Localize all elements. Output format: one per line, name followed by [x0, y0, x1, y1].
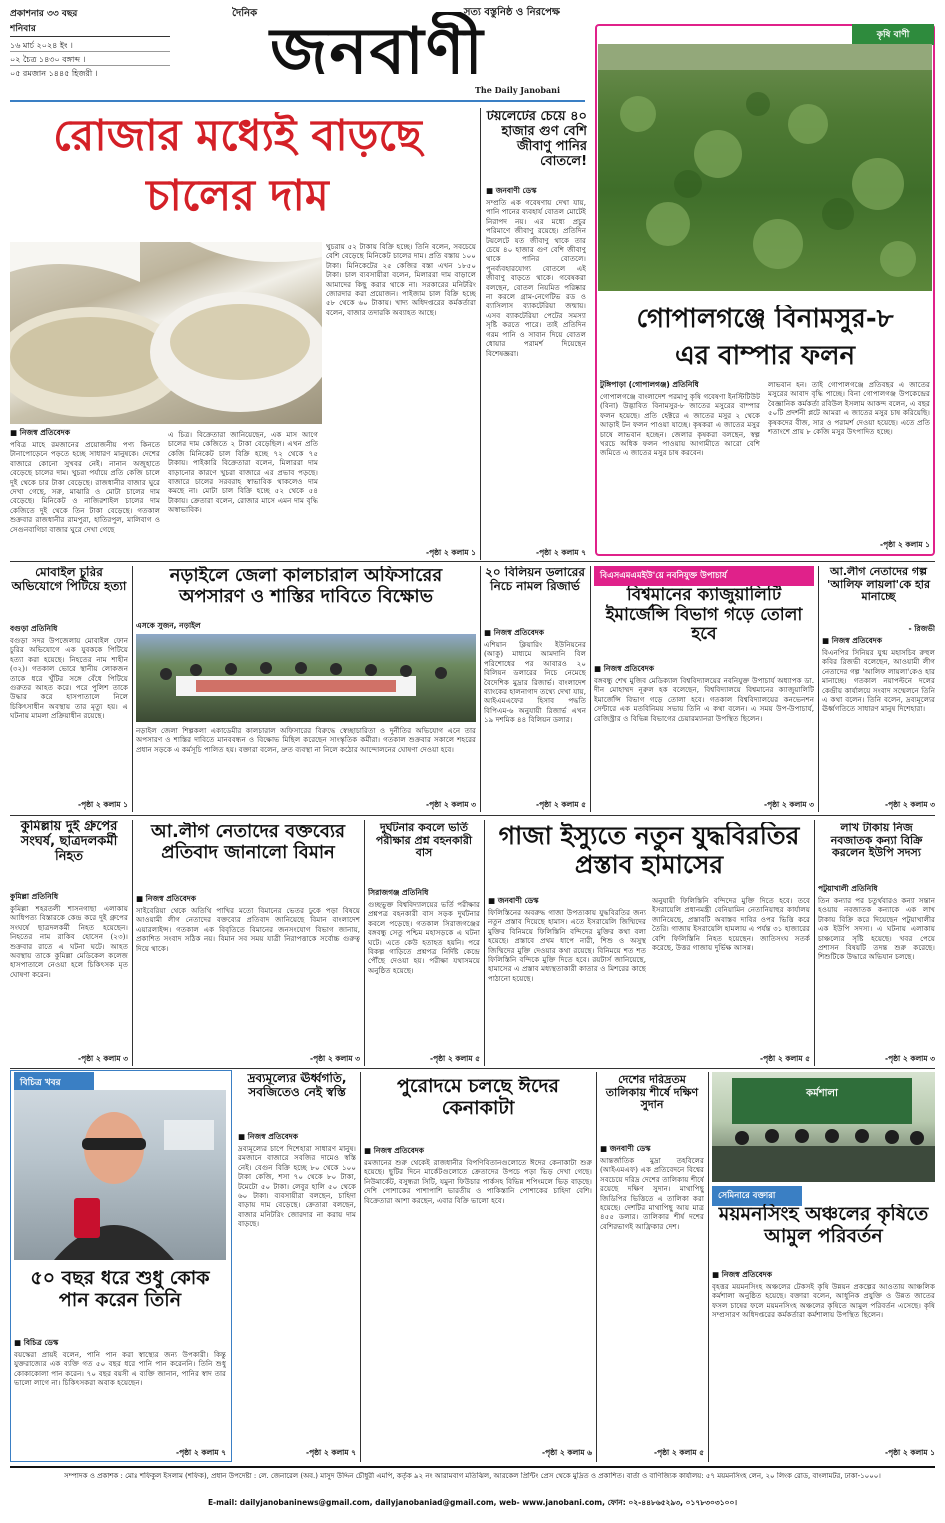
mobile-continued: -পৃষ্ঠা ২ কলাম ১ — [77, 800, 128, 809]
krishi-byline: টুঙ্গিপাড়া (গোপালগঞ্জ) প্রতিনিধি — [600, 380, 699, 389]
gaza-continued: -পৃষ্ঠা ২ কলাম ৫ — [759, 1054, 810, 1063]
mymensingh-byline: ■ নিজস্ব প্রতিবেদক — [712, 1270, 772, 1279]
awami-byline: ■ নিজস্ব প্রতিবেদক — [822, 636, 882, 645]
reserve-text: এশিয়ান ক্লিয়ারিং ইউনিয়নের (আকু) মাধ্যমে আমদানি বিল পরিশোধের পর আবারও ২০ বিলিয়ন ডলারের নিচে নেমেছে বৈদেশিক মুদ্রার রিজার্ভ। বাংলাদেশ ব্যাংকের হালনাগাদ তথ্যে দেখা যায়, আইএমএফের হিসাব পদ্ধতি বিপিএম-৬ অনুযায়ী রিজার্ভ এখন ১৯ দশমিক ৪৪ বিলিয়ন ডলার। — [484, 640, 586, 725]
comilla-headline: কুমিল্লায় দুই গ্রুপের সংঘর্ষ, ছাত্রদলকর্মী নিহত — [20, 820, 118, 864]
lead-column-2: এ চিত্র। বিক্রেতারা জানিয়েছেন, এক মাস আগে চালের দাম কেজিতে ২ টাকা বেড়েছিল। এখন প্রতি কেজি মিনিকেট চাল বিক্রি হচ্ছে ৭২ থেকে ৭৫ টাকায়। পাইকারি বিক্রেতারা বলেন, মিলাররা দাম বাড়ানোর কারণে খুচরা বাজারে এর প্রভাব পড়ছে। বাজারে চালের সরবরাহ স্বাভাবিক থাকলেও দাম কমছে না। মোটা চাল বিক্রি হচ্ছে ৫২ থেকে ৫৪ টাকায়। ক্রেতারা বলেন, রোজার মাসে এমন দাম বৃদ্ধি অস্বাভাবিক। — [168, 430, 318, 515]
bsmmu-continued: -পৃষ্ঠা ২ কলাম ৩ — [763, 800, 814, 809]
gaza-column-2: অনুযায়ী ফিলিস্তিনি বন্দিদের মুক্তি দিতে হবে। তবে ইসরায়েলি প্রধানমন্ত্রী বেনিয়ামিন নেতানিয়াহুর কার্যালয় জানিয়েছে, প্রস্তাবটি অবাস্তব দাবির ওপর ভিত্তি করে তৈরি। গাজায় ইসরায়েলি হামলায় এ পর্যন্ত ৩১ হাজারের বেশি ফিলিস্তিনি নিহত হয়েছেন। জাতিসংঘ সতর্ক করেছে, উত্তর গাজায় দুর্ভিক্ষ আসন্ন। — [652, 896, 810, 953]
comilla-continued: -পৃষ্ঠা ২ কলাম ৩ — [77, 1054, 128, 1063]
biman-text: সাইবেরিয়া থেকে অতিথি পাখির মতো বিমানের ভেতর ঢুকে পড়া বিষয়ে আওয়ামী লীগ নেতাদের বক্তব্যের প্রতিবাদ জানিয়েছে বিমান বাংলাদেশ এয়ারলাইন্স। গতকাল এক বিবৃতিতে বিমানের জনসংযোগ বিভাগ জানায়, প্রকাশিত সংবাদ সঠিক নয়। বিমান সব সময় যাত্রী নিরাপত্তাকে সর্বোচ্চ গুরুত্ব দিয়ে থাকে। — [136, 906, 360, 953]
daily-label: দৈনিক — [232, 8, 258, 19]
english-name: The Daily Janobani — [474, 85, 560, 95]
mymensingh-text: বৃহত্তর ময়মনসিংহ অঞ্চলের টেকসই কৃষি উন্নয়ন প্রকল্পের আওতায় আঞ্চলিক কর্মশালা অনুষ্ঠিত হয়েছে। বক্তারা বলেন, আধুনিক প্রযুক্তি ও উন্নত জাতের ফসল চাষের ফলে ময়মনসিংহ অঞ্চলের কৃষিতে আমুল পরিবর্তন এসেছে। কৃষি সম্প্রসারণ অধিদপ্তরের কর্মকর্তারা কর্মশালায় উপস্থিত ছিলেন। — [712, 1282, 935, 1320]
narail-protest-photo — [136, 634, 476, 722]
narail-text: নড়াইল জেলা শিল্পকলা একাডেমীর কালচারাল অফিসারের বিরুদ্ধে স্বেচ্ছাচারিতা ও দুর্নীতির অভিযোগ এনে তার অপসারণ ও শাস্তির দাবিতে মানববন্ধন ও বিক্ষোভ মিছিল করেছেন সাংস্কৃতিক কর্মীরা। গতকাল শুক্রবার সকালে শহরের প্রধান সড়কে এ কর্মসূচি পালিত হয়। বক্তারা বলেন, দ্রুত ব্যবস্থা না নিলে কঠোর আন্দোলনের ঘোষণা দেওয়া হবে। — [136, 726, 476, 754]
krishi-headline-2: এর বাম্পার ফলন — [674, 342, 856, 371]
eid-headline: পুরোদমে চলছে ঈদের কেনাকাটা — [397, 1076, 559, 1119]
mymensingh-headline: ময়মনসিংহ অঞ্চলের কৃষিতে আমুল পরিবর্তন — [718, 1204, 929, 1247]
upmember-byline: পটুয়াখালী প্রতিনিধি — [818, 884, 878, 893]
slogan: সত্য বস্তুনিষ্ঠ ও নিরপেক্ষ — [463, 7, 560, 18]
krishi-tag: কৃষি বাণী — [852, 24, 934, 45]
bottle-byline: ■ জনবাণী ডেস্ক — [486, 186, 537, 195]
krishi-continued: -পৃষ্ঠা ২ কলাম ১ — [879, 540, 930, 549]
reserve-headline: ২০ বিলিয়ন ডলারের নিচে নামল রিজার্ভ — [485, 566, 585, 593]
bichitro-byline: ■ বিচিত্র ডেস্ক — [14, 1338, 59, 1347]
gaza-headline: গাজা ইস্যুতে নতুন যুদ্ধবিরতির প্রস্তাব হামাসের — [498, 822, 800, 879]
narail-continued: -পৃষ্ঠা ২ কলাম ৩ — [425, 800, 476, 809]
bus-text: গুচ্ছভুক্ত বিশ্ববিদ্যালয়ের ভর্তি পরীক্ষার প্রশ্নপত্র বহনকারী বাস সড়ক দুর্ঘটনার কবলে পড়েছে। গতকাল সিরাজগঞ্জের বঙ্গবন্ধু সেতু পশ্চিম মহাসড়কে এ ঘটনা ঘটে। এতে কেউ হতাহত হয়নি। পরে বিকল্প গাড়িতে প্রশ্নপত্র নির্দিষ্ট কেন্দ্রে পৌঁছে দেওয়া হয়। পরীক্ষা যথাসময়ে অনুষ্ঠিত হয়েছে। — [368, 900, 480, 975]
bichitro-headline: ৫০ বছর ধরে শুধু কোক পান করেন তিনি — [30, 1268, 210, 1311]
dravya-byline: ■ নিজস্ব প্রতিবেদক — [238, 1132, 298, 1141]
awami-continued: -পৃষ্ঠা ২ কলাম ৩ — [884, 800, 935, 809]
biman-headline: আ.লীগ নেতাদের বক্তব্যের প্রতিবাদ জানালো বিমান — [151, 822, 345, 863]
date-hijri: ০৫ রমজান ১৪৪৫ হিজরী । — [10, 69, 98, 78]
eid-text: রমজানের শুরু থেকেই রাজধানীর বিপণিবিতানগুলোতে ঈদের কেনাকাটা শুরু হয়েছে। ছুটির দিনে মার্কেটগুলোতে ক্রেতাদের উপচে পড়া ভিড় দেখা গেছে। নিউমার্কেট, বসুন্ধরা সিটি, যমুনা ফিউচার পার্কসহ বিভিন্ন শপিংমলে ভিড় বাড়ছে। দেশি পোশাকের পাশাপাশি ভারতীয় ও পাকিস্তানি পোশাকের চাহিদা বেশি। বিক্রেতারা আশা করছেন, এবার বিক্রি ভালো হবে। — [364, 1158, 592, 1205]
lead-headline-2: চালের দাম — [146, 172, 329, 221]
bus-headline: দুর্ঘটনার কবলে ভর্তি পরীক্ষার প্রশ্ন বহনকারী বাস — [375, 822, 473, 860]
newspaper-logo: জনবাণী — [270, 15, 485, 89]
mymensingh-tag: সেমিনারে বক্তারা — [712, 1186, 802, 1206]
bsmmu-byline: ■ নিজস্ব প্রতিবেদক — [594, 664, 654, 673]
bichitro-text: বয়স্কেরা প্রায়ই বলেন, পানি পান করা স্বাস্থ্যের জন্য উপকারী। কিন্তু যুক্তরাজ্যের এক ব্যক্তি গত ৫০ বছর ধরে পানি পান করেননি। তিনি শুধু কোকাকোলা পান করেন। ৭০ বছর বয়সী এ ব্যক্তি জানান, পানির স্বাদ তার ভালো লাগে না। চিকিৎসকরা অবাক হয়েছেন। — [14, 1350, 226, 1388]
lentil-field-photo — [598, 44, 932, 291]
bsmmu-headline: বিশ্বমানের ক্যাজুয়ালিটি ইমার্জেন্সি বিভাগ গড়ে তোলা হবে — [605, 586, 803, 645]
bsmmu-text: বঙ্গবন্ধু শেখ মুজিব মেডিক্যাল বিশ্ববিদ্যালয়ের নবনিযুক্ত উপাচার্য অধ্যাপক ডা. দীন মোহাম্মদ নূরুল হক বলেছেন, বিশ্ববিদ্যালয়ে বিশ্বমানের ক্যাজুয়ালিটি ইমার্জেন্সি বিভাগ গড়ে তোলা হবে। গতকাল বিশ্ববিদ্যালয়ের কনভেনশন সেন্টারে এক মতবিনিময় সভায় তিনি এ কথা বলেন। এ সময় উপ-উপাচার্য, রেজিস্ট্রার ও বিভিন্ন বিভাগের চেয়ারম্যানরা উপস্থিত ছিলেন। — [594, 676, 814, 723]
lead-column-3: খুচরায় ৫২ টাকায় বিক্রি হচ্ছে। তিনি বলেন, সবচেয়ে বেশি বেড়েছে মিনিকেট চালের দাম। প্রতি বস্তায় ১০০ টাকা। মিনিকেটের ২৫ কেজির বস্তা এখন ১৮৫০ টাকা। চাল ব্যবসায়ীরা বলেন, মিলাররা দাম বাড়ালে আমাদের কিছু করার থাকে না। সরকারের মনিটরিং জোরদার করা প্রয়োজন। পাইজাম চাল বিক্রি হচ্ছে ৫৮ থেকে ৬০ টাকায়। খাদ্য অধিদপ্তরের কর্মকর্তারা বলেন, বাজার তদারকি অব্যাহত আছে। — [326, 242, 476, 317]
lead-column-1: পবিত্র মাহে রমজানের প্রয়োজনীয় পণ্য কিনতে টানাপোড়েনে পড়তে হচ্ছে সাধারণ মানুষকে। দেশের বাজারে কোনো সুখবর নেই। নানান অজুহাতে বেড়েছে চালের দাম। খুচরা পর্যায়ে প্রতি কেজি চালে দুই থেকে চার টাকা বেড়েছে। রাজধানীর বাজার ঘুরে দেখা গেছে, সরু, মাঝারি ও মোটা চালের দাম বেড়েছে। মিনিকেট ও নাজিরশাইল চালের দাম কেজিতে দুই থেকে তিন টাকা বেড়েছে। গতকাল শুক্রবার রাজধানীর রামপুরা, হাতিরপুল, মালিবাগ ও সেগুনবাগিচা বাজার ঘুরে দেখা গেছে — [10, 440, 160, 534]
footer-contact: E-mail: dailyjanobaninews@gmail.com, dailyjanobaniad@gmail.com, web- www.janobani.com, ফোন: ০২-৪৪৮৬৫২৯৩, ০১৭৮৩০৩১০০। — [207, 1498, 738, 1507]
krishi-headline-1: গোপালগঞ্জে বিনামসুর-৮ — [636, 305, 894, 334]
awami-headline: আ.লীগ নেতাদের গল্প 'আলিফ লায়লা'কে হার মানাচ্ছে — [826, 566, 931, 604]
bottle-headline: টয়লেটের চেয়ে ৪০ হাজার গুণ বেশি জীবাণু পানির বোতলে! — [486, 110, 587, 169]
bichitro-box — [10, 1070, 232, 1462]
mobile-headline: মোবাইল চুরির অভিযোগে পিটিয়ে হত্যা — [11, 566, 127, 593]
bichitro-continued: -পৃষ্ঠা ২ কলাম ৭ — [175, 1448, 226, 1457]
dravya-headline: দ্রব্যমূল্যের ঊর্ধ্বগতি, সবজিতেও নেই স্বস্তি — [247, 1072, 347, 1099]
sudan-byline: ■ জনবাণী ডেস্ক — [600, 1144, 651, 1153]
narail-headline: নড়াইলে জেলা কালচারাল অফিসারের অপসারণ ও শাস্তির দাবিতে বিক্ষোভ — [169, 566, 443, 607]
dravya-text: দ্রব্যমূল্যের চাপে দিশেহারা সাধারণ মানুষ। রমজানে বাজারে সবজির দামেও স্বস্তি নেই। বেগুন বিক্রি হচ্ছে ৮০ থেকে ১০০ টাকা কেজি, শসা ৭০ থেকে ৮০ টাকা, টমেটো ৫০ টাকা। লেবুর হালি ৫০ থেকে ৬০ টাকা। ব্যবসায়ীরা বলছেন, চাহিদা বাড়ায় দাম বেড়েছে। ক্রেতারা বলছেন, বাজার মনিটরিং জোরদার না করায় দাম বাড়ছে। — [238, 1144, 356, 1229]
date-bangla: ০২ চৈত্র ১৪৩০ বঙ্গাব্দ । — [10, 55, 86, 64]
lead-headline-1: রোজার মধ্যেই বাড়ছে — [53, 112, 422, 161]
date-english: ১৬ মার্চ ২০২৪ ইং । — [10, 41, 73, 50]
gaza-column-1: ফিলিস্তিনের অবরুদ্ধ গাজা উপত্যকায় যুদ্ধবিরতির জন্য নতুন প্রস্তাব দিয়েছে হামাস। এতে ইসরায়েলি জিম্মিদের মুক্তির বিনিময়ে ফিলিস্তিনি বন্দিদের মুক্তির কথা বলা হয়েছে। প্রস্তাবে প্রথম ধাপে নারী, শিশু ও অসুস্থ জিম্মিদের মুক্তি দেওয়ার কথা রয়েছে। বিনিময়ে শত শত ফিলিস্তিনি বন্দিকে মুক্তি দিতে হবে। রয়টার্স জানিয়েছে, হামাসের এ প্রস্তাব মধ্যস্থতাকারী কাতার ও মিশরের কাছে পাঠানো হয়েছে। — [488, 908, 646, 983]
comilla-byline: কুমিল্লা প্রতিনিধি — [10, 892, 59, 901]
awami-byline-right: - রিজভী — [908, 624, 935, 633]
comilla-text: কুমিল্লা শহরতলী শাসনগাছা এলাকায় আধিপত্য বিস্তারকে কেন্দ্র করে দুই গ্রুপের সংঘর্ষে ছাত্রদলকর্মী নিহত হয়েছেন। নিহতের নাম রাকিব হোসেন (২৩)। শুক্রবার রাতে এ ঘটনা ঘটে। আহত অবস্থায় তাকে কুমিল্লা মেডিকেল কলেজ হাসপাতালে নেওয়া হলে চিকিৎসক মৃত ঘোষণা করেন। — [10, 904, 128, 979]
upmember-text: তিন কন্যার পর চতুর্থবারও কন্যা সন্তান হওয়ায় নবজাতক কন্যাকে এক লাখ টাকায় বিক্রি করে দিয়েছেন পটুয়াখালীর এক ইউপি সদস্য। এ ঘটনায় এলাকায় চাঞ্চল্যের সৃষ্টি হয়েছে। খবর পেয়ে প্রশাসন বিষয়টি তদন্ত শুরু করেছে। শিশুটিকে উদ্ধারে অভিযান চলছে। — [818, 896, 935, 962]
footer-imprint: সম্পাদক ও প্রকাশক : মোঃ শফিকুল ইসলাম (শফিক), প্রধান উপদেষ্টা : লে. জেনারেল (অব.) মাসুদ উদ্দিন চৌধুরী এমপি, কর্তৃক ৯২ নং আরামবাগ মতিঝিল, আরকেল প্রিন্টিং প্রেস থেকে মুদ্রিত ও প্রকাশিত। বার্তা ও বাণিজ্যিক কার্যালয়: ৫৭ ময়মনসিংহ লেন, ২০ লিংক রোড, বাংলামটর, ঢাকা-১০০০। — [64, 1472, 881, 1480]
reserve-continued: -পৃষ্ঠা ২ কলাম ৫ — [535, 800, 586, 809]
mobile-byline: বগুড়া প্রতিনিধি — [10, 624, 58, 633]
lead-byline: ■ নিজস্ব প্রতিবেদক — [10, 428, 70, 437]
eid-byline: ■ নিজস্ব প্রতিবেদক — [364, 1146, 424, 1155]
eid-continued: -পৃষ্ঠা ২ কলাম ৬ — [541, 1448, 592, 1457]
rice-sacks-photo — [10, 242, 322, 424]
mymensingh-continued: -পৃষ্ঠা ২ কলাম ১ — [884, 1448, 935, 1457]
sudan-text: আন্তর্জাতিক মুদ্রা তহবিলের (আইএমএফ) এক প্রতিবেদনে বিশ্বের সবচেয়ে দরিদ্র দেশের তালিকায় শীর্ষে রয়েছে দক্ষিণ সুদান। মাথাপিছু জিডিপির ভিত্তিতে এ তালিকা করা হয়েছে। দেশটির মাথাপিছু আয় মাত্র ৪৫৫ ডলার। তালিকার শীর্ষ দশের বেশিরভাগই আফ্রিকার দেশ। — [600, 1156, 704, 1231]
lead-continued: -পৃষ্ঠা ২ কলাম ১ — [425, 548, 476, 557]
upmember-headline: লাখ টাকায় নিজ নবজাতক কন্যা বিক্রি করলেন ইউপি সদস্য — [830, 822, 923, 860]
sudan-headline: দেশের দরিদ্রতম তালিকায় শীর্ষে দক্ষিণ সুদান — [605, 1074, 699, 1112]
krishi-column-2: লাভবান হন। তাই গোপালগঞ্জে প্রতিবছর এ জাতের মসুরের আবাদ বৃদ্ধি পাচ্ছে। বিনা গোপালগঞ্জ উপকেন্দ্রের বৈজ্ঞানিক কর্মকর্তা রবিউল ইসলাম আকন্দ বলেন, এ বছর ৫০টি প্রদর্শনী প্লটে আমরা এ জাতের মসুর চাষ করিয়েছি। কৃষকদের বীজ, সার ও পরামর্শ দেওয়া হয়েছে। এতে প্রতি শতাংশে প্রায় ৮ কেজি মসুর উৎপাদিত হচ্ছে। — [768, 380, 930, 437]
krishi-column-1: গোপালগঞ্জে বাংলাদেশ পরমাণু কৃষি গবেষণা ইনস্টিটিউট (বিনা) উদ্ভাবিত বিনামসুর-৮ জাতের মসুরের বাম্পার ফলন হয়েছে। প্রতি হেক্টরে এ জাতের মসুর ২ থেকে আড়াই টন ফলন পাওয়া যাচ্ছে। কৃষকরা এ জাতের মসুর চাষে লাভবান হচ্ছেন। জেলার কৃষকরা বলছেন, স্বল্প খরচে অধিক ফলন পাওয়ায় আগামীতে আরো বেশি জমিতে এ জাতের মসুর চাষ করবেন। — [600, 392, 760, 458]
bottle-continued: -পৃষ্ঠা ২ কলাম ৭ — [535, 548, 586, 557]
sudan-continued: -পৃষ্ঠা ২ কলাম ৫ — [653, 1448, 704, 1457]
mobile-text: বগুড়া সদর উপজেলায় মোবাইল ফোন চুরির অভিযোগে এক যুবককে পিটিয়ে হত্যা করা হয়েছে। নিহতের নাম শাহীন (৩২)। গতকাল ভোরে স্থানীয় লোকজন তাকে ধরে খুঁটির সঙ্গে বেঁধে পিটিয়ে গুরুতর আহত করে। পরে পুলিশ তাকে উদ্ধার করে হাসপাতালে নিলে চিকিৎসাধীন অবস্থায় তার মৃত্যু হয়। এ ঘটনায় মামলা প্রক্রিয়াধীন রয়েছে। — [10, 636, 128, 721]
awami-text: বিএনপির সিনিয়র যুগ্ম মহাসচিব রুহুল কবির রিজভী বলেছেন, আওয়ামী লীগ নেতাদের গল্প 'আলিফ লায়লা'কেও হার মানাচ্ছে। গতকাল নয়াপল্টনে দলের কেন্দ্রীয় কার্যালয়ে সংবাদ সম্মেলনে তিনি এ কথা বলেন। তিনি বলেন, দ্রব্যমূল্যের ঊর্ধ্বগতিতে সাধারণ মানুষ দিশেহারা। — [822, 648, 935, 714]
reserve-byline: ■ নিজস্ব প্রতিবেদক — [484, 628, 544, 637]
bottle-text: সম্প্রতি এক গবেষণায় দেখা যায়, পানি পানের ব্যবহার্য বোতল মোটেই নিরাপদ নয়। এর মধ্যে প্রচুর পরিমাণে জীবাণু রয়েছে। প্রতিদিন টয়লেটে যত জীবাণু থাকে তার চেয়ে ৪০ হাজার গুণ বেশি জীবাণু থাকে পানির বোতলে। পুনর্ব্যবহারযোগ্য বোতলে এই জীবাণু বাড়তে থাকে। গবেষকরা বলছেন, বোতল নিয়মিত পরিষ্কার না করলে গ্রাম-নেগেটিভ রড ও ব্যাসিলাস ব্যাকটেরিয়া জন্মায়। এসব ব্যাকটেরিয়া পেটের সমস্যা সৃষ্টি করতে পারে। তাই প্রতিদিন গরম পানি ও সাবান দিয়ে বোতল ধোয়ার পরামর্শ দিয়েছেন বিশেষজ্ঞরা। — [486, 198, 586, 358]
published-line: প্রকাশনার ৩৩ বছর — [10, 9, 78, 19]
gaza-byline: ■ জনবাণী ডেস্ক — [488, 896, 539, 905]
bsmmu-tag: বিএসএমএমইউ'য়ে নবনিযুক্ত উপাচার্য — [594, 566, 814, 586]
biman-continued: -পৃষ্ঠা ২ কলাম ৩ — [309, 1054, 360, 1063]
biman-byline: ■ নিজস্ব প্রতিবেদক — [136, 894, 196, 903]
seminar-banner-text: কর্মশালা — [806, 1088, 838, 1099]
upmember-continued: -পৃষ্ঠা ২ কলাম ৩ — [884, 1054, 935, 1063]
bus-continued: -পৃষ্ঠা ২ কলাম ৫ — [429, 1054, 480, 1063]
dravya-continued: -পৃষ্ঠা ২ কলাম ৭ — [305, 1448, 356, 1457]
bus-byline: সিরাজগঞ্জ প্রতিনিধি — [368, 888, 429, 897]
narail-byline: এসকে সুজন, নড়াইল — [136, 621, 201, 630]
issue-day: শনিবার — [10, 24, 36, 34]
bichitro-tag: বিচিত্র খবর — [14, 1072, 94, 1093]
